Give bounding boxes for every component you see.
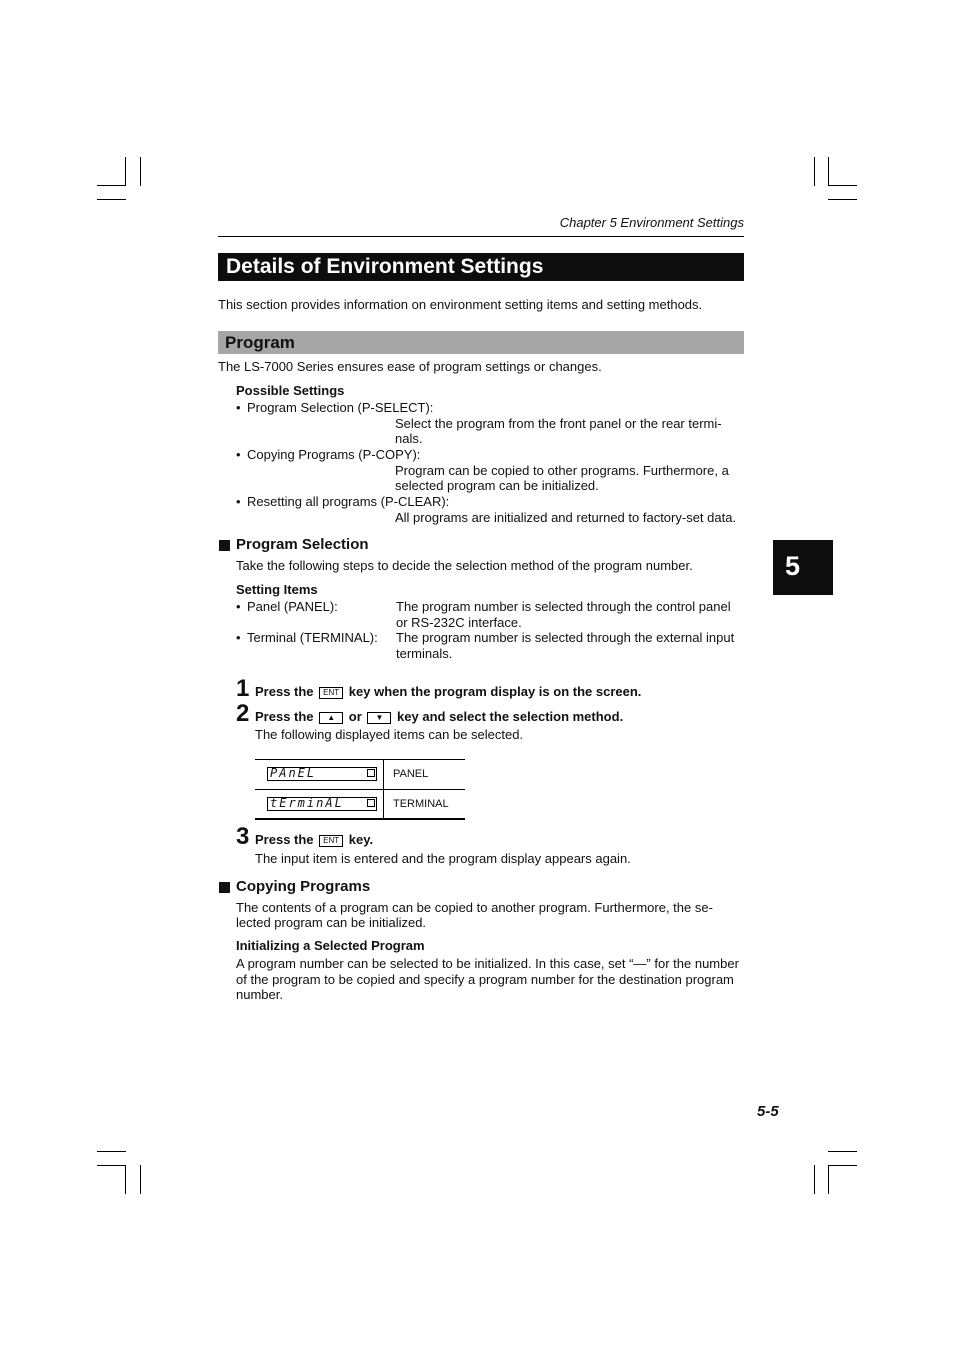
program-intro: The LS-7000 Series ensures ease of program settings or changes. <box>218 359 602 374</box>
list-item-desc: The program number is selected through the external input <box>396 630 735 645</box>
step-text: Press the <box>255 684 314 699</box>
step-number: 1 <box>236 675 250 702</box>
copying-para: The contents of a program can be copied to another program. Furthermore, the se- <box>236 900 713 915</box>
list-item-label: Terminal (TERMINAL): <box>247 630 378 645</box>
step-3-sub: The input item is entered and the program display appears again. <box>255 851 631 866</box>
lcd-indicator-icon <box>367 769 375 777</box>
list-bullet: • <box>236 494 241 509</box>
table-cell-label: PANEL <box>393 768 429 780</box>
table-cell-label: TERMINAL <box>393 798 449 810</box>
list-bullet: • <box>236 630 241 645</box>
init-para: of the program to be copied and specify a program number for the destination program <box>236 972 734 987</box>
lcd-display <box>267 797 377 811</box>
square-bullet-icon <box>219 540 230 551</box>
table-rule <box>255 789 465 790</box>
program-selection-intro: Take the following steps to decide the selection method of the program number. <box>236 558 693 573</box>
heading-program-selection: Program Selection <box>236 536 369 553</box>
up-arrow-key-icon: ▲ <box>319 712 343 724</box>
page-number: 5-5 <box>757 1103 779 1120</box>
step-2-sub: The following displayed items can be selected. <box>255 727 524 742</box>
step-text: Press the <box>255 832 314 847</box>
chapter-tab <box>773 540 833 595</box>
section-title-program: Program <box>225 333 295 352</box>
chapter-tab-number: 5 <box>785 551 801 581</box>
list-item-label: Resetting all programs (P-CLEAR): <box>247 494 450 509</box>
list-item-label: Copying Programs (P-COPY): <box>247 447 421 462</box>
step-text: key and select the selection method. <box>397 709 624 724</box>
lcd-indicator-icon <box>367 799 375 807</box>
table-rule <box>255 759 465 760</box>
list-item-desc: terminals. <box>396 646 453 661</box>
lcd-text: tErminAL <box>270 796 344 810</box>
ent-key-icon: ENT <box>319 835 343 847</box>
page-title: Details of Environment Settings <box>226 255 544 278</box>
init-heading: Initializing a Selected Program <box>236 938 425 953</box>
intro-text: This section provides information on environment setting items and setting methods. <box>218 297 703 312</box>
table-rule <box>255 818 465 820</box>
list-bullet: • <box>236 400 241 415</box>
running-header: Chapter 5 Environment Settings <box>559 215 744 230</box>
setting-items-heading: Setting Items <box>236 582 318 597</box>
step-text: key when the program display is on the screen. <box>348 684 642 699</box>
list-item-desc: All programs are initialized and returned to factory-set data. <box>395 510 737 525</box>
step-3-instruction <box>255 832 373 848</box>
step-text: key. <box>348 832 374 847</box>
list-item-desc: The program number is selected through the control panel <box>396 599 731 614</box>
heading-copying-programs: Copying Programs <box>236 878 371 895</box>
list-bullet: • <box>236 599 241 614</box>
list-item-desc: or RS-232C interface. <box>396 615 522 630</box>
step-text: Press the <box>255 709 314 724</box>
list-item-desc: Program can be copied to other programs. Furthermore, a <box>395 463 729 478</box>
header-rule <box>218 236 744 237</box>
display-items-table <box>255 759 465 819</box>
step-1-instruction <box>255 684 641 700</box>
down-arrow-key-icon: ▼ <box>367 712 391 724</box>
step-text: or <box>348 709 362 724</box>
ent-key-icon: ENT <box>319 687 343 699</box>
list-item-label: Program Selection (P-SELECT): <box>247 400 434 415</box>
copying-para: lected program can be initialized. <box>236 915 427 930</box>
list-item-label: Panel (PANEL): <box>247 599 338 614</box>
init-para: A program number can be selected to be initialized. In this case, set “—” for the number <box>236 956 739 971</box>
lcd-text: PAnEL <box>270 766 317 780</box>
lcd-display <box>267 767 377 781</box>
step-number: 2 <box>236 700 250 727</box>
square-bullet-icon <box>219 882 230 893</box>
step-2-instruction <box>255 709 623 725</box>
section-bar-program <box>218 331 744 354</box>
possible-settings-heading: Possible Settings <box>236 383 345 398</box>
list-item-desc: nals. <box>395 431 423 446</box>
step-number: 3 <box>236 823 250 850</box>
page-title-bar <box>218 253 744 281</box>
list-bullet: • <box>236 447 241 462</box>
list-item-desc: selected program can be initialized. <box>395 478 599 493</box>
init-para: number. <box>236 987 283 1002</box>
list-item-desc: Select the program from the front panel or the rear termi- <box>395 416 722 431</box>
table-rule <box>383 759 384 819</box>
